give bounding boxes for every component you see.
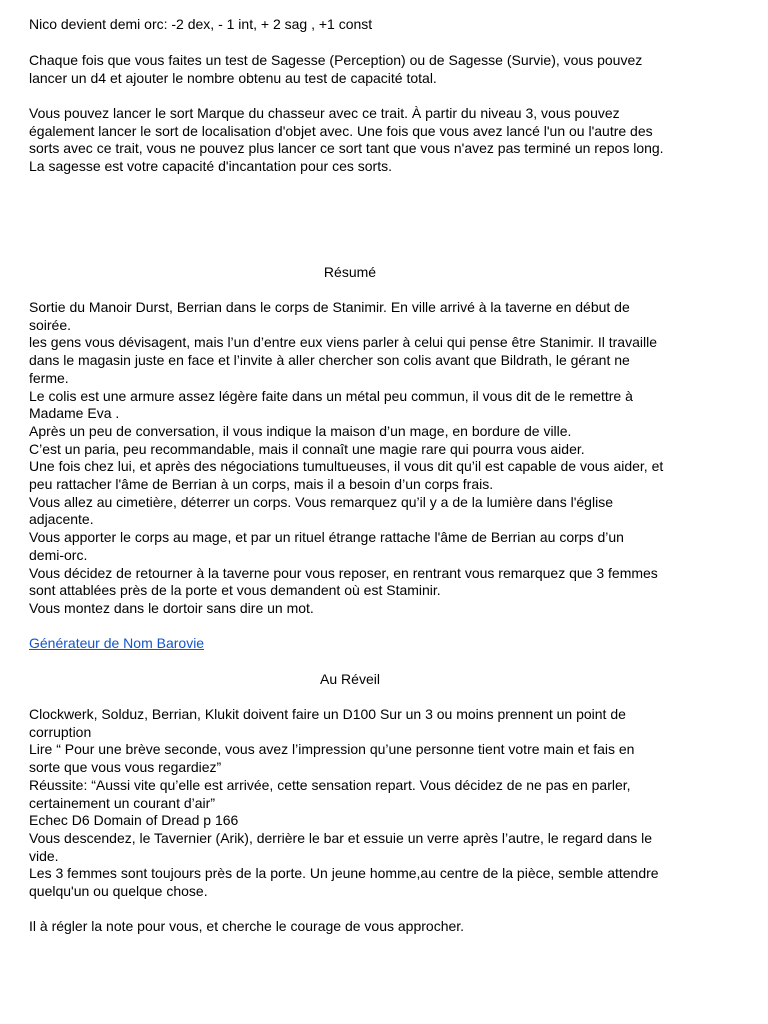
- spells-line: Vous pouvez lancer le sort Marque du chasseur avec ce trait. À partir du niveau 3, vous pouvez: [29, 105, 620, 121]
- resume-line: demi-orc.: [29, 546, 88, 563]
- resume-line: Vous montez dans le dortoir sans dire un mot.: [29, 599, 314, 616]
- spells-line: La sagesse est votre capacité d'incantation pour ces sorts.: [29, 158, 392, 175]
- reveil-line: Clockwerk, Solduz, Berrian, Klukit doivent faire un D100 Sur un 3 ou moins prennent un point de: [29, 706, 626, 722]
- resume-line: dans le magasin juste en face et l’invite à aller chercher son colis avant que Bildrath, le gérant ne: [29, 352, 630, 369]
- name-generator-link[interactable]: Générateur de Nom Barovie: [29, 635, 205, 651]
- reveil-line: corruption: [29, 723, 92, 740]
- reveil-line: Lire “ Pour une brève seconde, vous avez l’impression qu’une personne tient votre main et fais en: [29, 741, 635, 758]
- reveil-line: Il à régler la note pour vous, et cherche le courage de vous approcher.: [29, 918, 465, 935]
- resume-line: les gens vous dévisagent, mais l’un d’entre eux viens parler à celui qui pense être Stanimir. Il travaille: [29, 334, 657, 351]
- resume-line: Sortie du Manoir Durst, Berrian dans le corps de Stanimir. En ville arrivé à la taverne en début de: [29, 299, 630, 315]
- reveil-line: certainement un courant d’air”: [29, 794, 215, 811]
- name-generator-link-wrapper: [29, 635, 204, 653]
- resume-line: ferme.: [29, 369, 69, 386]
- resume-line: Vous apporter le corps au mage, et par un rituel étrange rattache l'âme de Berrian au corps d’un: [29, 529, 624, 546]
- resume-heading: Résumé: [323, 264, 377, 280]
- resume-line: Vous allez au cimetière, déterrer un corps. Vous remarquez qu’il y a de la lumière dans l'église: [29, 493, 613, 510]
- reveil-line: Les 3 femmes sont toujours près de la porte. Un jeune homme,au centre de la pièce, semble attendre: [29, 865, 659, 882]
- wisdom-bonus-line: Chaque fois que vous faites un test de Sagesse (Perception) ou de Sagesse (Survie), vous pouvez: [29, 52, 643, 68]
- resume-line: Madame Eva .: [29, 405, 120, 422]
- resume-line: Après un peu de conversation, il vous indique la maison d’un mage, en bordure de ville.: [29, 422, 572, 439]
- reveil-line: Vous descendez, le Tavernier (Arik), derrière le bar et essuie un verre après l’autre, le regard dans le: [29, 829, 653, 846]
- reveil-line: Echec D6 Domain of Dread p 166: [29, 812, 239, 829]
- reveil-line: sorte que vous vous regardiez”: [29, 759, 222, 776]
- resume-line: Vous décidez de retourner à la taverne pour vous reposer, en rentrant vous remarquez que 3 femmes: [29, 564, 658, 581]
- resume-line: C’est un paria, peu recommandable, mais il connaît une magie rare qui pourra vous aider.: [29, 440, 585, 457]
- spells-line: également lancer le sort de localisation d'objet avec. Une fois que vous avez lancé l'un ou l'autre des: [29, 122, 653, 139]
- resume-line: Le colis est une armure assez légère faite dans un métal peu commun, il vous dit de le remettre à: [29, 387, 633, 404]
- stats-line: Nico devient demi orc: -2 dex, - 1 int, + 2 sag , +1 const: [29, 16, 373, 32]
- resume-line: soirée.: [29, 316, 72, 333]
- wisdom-bonus-line: lancer un d4 et ajouter le nombre obtenu au test de capacité total.: [29, 69, 437, 86]
- reveil-line: vide.: [29, 847, 59, 864]
- reveil-line: Réussite: “Aussi vite qu’elle est arrivée, cette sensation repart. Vous décidez de ne pas en parler,: [29, 776, 631, 793]
- resume-line: adjacente.: [29, 511, 94, 528]
- reveil-heading: Au Réveil: [320, 671, 380, 687]
- spells-line: sorts avec ce trait, vous ne pouvez plus lancer ce sort tant que vous n'avez pas terminé un repos long.: [29, 140, 664, 157]
- resume-line: Une fois chez lui, et après des négociations tumultueuses, il vous dit qu’il est capable de vous aider, et: [29, 458, 664, 475]
- resume-line: peu rattacher l'âme de Berrian à un corps, mais il a besoin d’un corps frais.: [29, 476, 494, 492]
- resume-line: sont attablées près de la porte et vous demandent où est Staminir.: [29, 582, 441, 599]
- reveil-line: quelqu'un ou quelque chose.: [29, 883, 208, 899]
